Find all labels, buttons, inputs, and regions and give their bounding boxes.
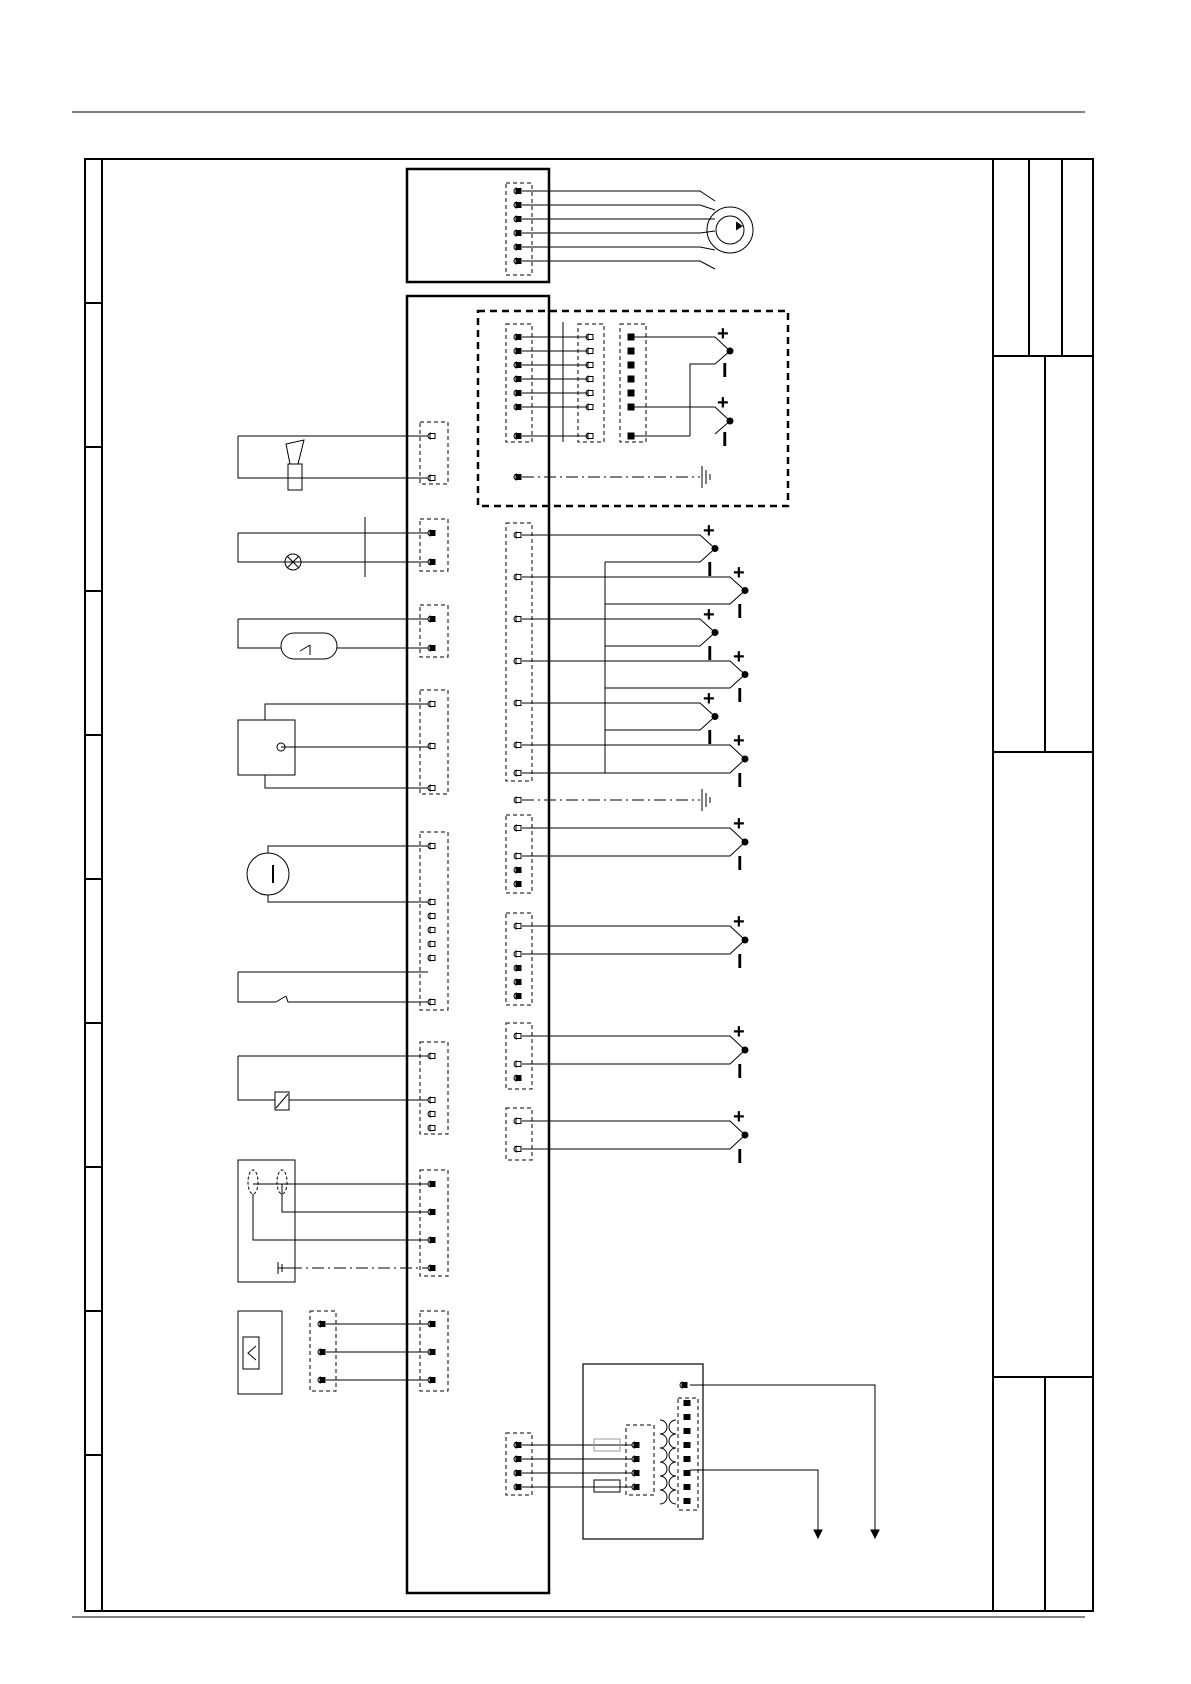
wiring-layer [238, 183, 879, 1538]
terminal-pin [516, 217, 521, 222]
terminal-pin [320, 1378, 325, 1383]
encoder-wire [522, 205, 715, 210]
tc-wire [522, 577, 745, 604]
tc-junction-dot [742, 839, 748, 845]
horn-wire [238, 436, 428, 478]
terminal-pin [516, 405, 521, 410]
transformer-coil-icon [660, 1420, 667, 1434]
transformer-pin [684, 1401, 690, 1406]
terminal-pin [516, 1147, 521, 1152]
terminal-pin [430, 702, 435, 707]
tc-connector [506, 1108, 532, 1160]
terminal-pin [516, 363, 521, 368]
tc-junction-dot [742, 1132, 748, 1138]
terminal-pin [516, 826, 521, 831]
plus-label: + [733, 646, 745, 668]
transformer-output-wire [690, 1385, 875, 1538]
terminal-pin [430, 844, 435, 849]
terminal-pin [430, 434, 435, 439]
terminal-pin [516, 1457, 521, 1462]
terminal-pin [430, 1112, 435, 1117]
terminal-pin [682, 1383, 687, 1388]
terminal-pin [516, 994, 521, 999]
tc-junction-dot [712, 630, 718, 636]
tc-module-wire [634, 407, 730, 434]
level-sensor-arrow-icon [248, 1346, 256, 1360]
terminal-pin [430, 1266, 435, 1271]
relay-wire [238, 1056, 428, 1100]
terminal-pin [516, 391, 521, 396]
terminal-pin [430, 1322, 435, 1327]
tc-wire [522, 828, 745, 856]
tc-module-connector-c [620, 324, 646, 442]
terminal-pin [430, 1098, 435, 1103]
terminal-pin [588, 377, 593, 382]
terminal-pin [516, 245, 521, 250]
plus-label: + [703, 520, 715, 542]
encoder-box [407, 169, 549, 282]
transformer-connector-b [626, 1425, 654, 1495]
minus-label: I [707, 643, 713, 665]
encoder-wire [522, 231, 715, 233]
terminal-pin [588, 391, 593, 396]
terminal-pin [634, 1485, 639, 1490]
tc-wire [522, 661, 745, 688]
tc-junction-dot [742, 756, 748, 762]
terminal-pin [516, 743, 521, 748]
transformer-coil-icon [669, 1448, 676, 1462]
tc-wire [522, 703, 715, 730]
terminal-pin [430, 1350, 435, 1355]
output-arrow-icon [814, 1530, 822, 1538]
terminal-pin [430, 646, 435, 651]
plus-label: + [703, 604, 715, 626]
terminal-pin [430, 900, 435, 905]
title-block [993, 159, 1093, 1611]
terminal-pin [516, 854, 521, 859]
sensor-wire [265, 704, 428, 720]
module-pin [628, 390, 634, 396]
terminal-pin [430, 914, 435, 919]
motor-wire [268, 846, 428, 853]
terminal-pin [516, 924, 521, 929]
probe-wire [253, 1194, 428, 1240]
terminal-pin [430, 1000, 435, 1005]
module-pin [628, 334, 634, 340]
minus-label: I [737, 770, 743, 792]
tc-wire [522, 1121, 745, 1149]
tc-wire [522, 745, 745, 773]
terminal-pin [430, 531, 435, 536]
terminal-pin [516, 701, 521, 706]
terminal-pin [516, 1443, 521, 1448]
terminal-pin [320, 1322, 325, 1327]
terminal-pin [516, 868, 521, 873]
terminal-pin [516, 434, 521, 439]
terminal-pin [430, 476, 435, 481]
encoder-wire [522, 247, 715, 250]
module-pin [628, 404, 634, 410]
terminal-pin [516, 952, 521, 957]
lamp-wire [238, 533, 428, 562]
level-sensor-icon [238, 1311, 282, 1394]
encoder-wire [522, 191, 715, 201]
terminal-pin [430, 617, 435, 622]
terminal-pin [588, 335, 593, 340]
terminal-pin [430, 1378, 435, 1383]
terminal-pin [516, 798, 521, 803]
terminal-pin [516, 1034, 521, 1039]
terminal-pin [516, 882, 521, 887]
terminal-pin [516, 1062, 521, 1067]
tc-junction-dot [712, 546, 718, 552]
minus-label: I [737, 685, 743, 707]
terminal-pin [516, 335, 521, 340]
tc-junction-dot [742, 937, 748, 943]
device-connector [420, 832, 448, 1010]
tc-wire [522, 535, 715, 562]
motor-icon [247, 853, 289, 895]
terminal-pin [588, 405, 593, 410]
minus-label: I [737, 951, 743, 973]
transformer-coil-icon [669, 1476, 676, 1490]
transformer-coil-icon [660, 1490, 667, 1504]
tc-wire [522, 926, 745, 954]
terminal-pin [516, 377, 521, 382]
terminal-pin [516, 1076, 521, 1081]
tc-junction-dot [742, 1047, 748, 1053]
terminal-pin [516, 203, 521, 208]
transformer-coil-icon [660, 1476, 667, 1490]
tc-module-connector-a [506, 324, 532, 442]
terminal-pin [516, 475, 521, 480]
terminal-pin [430, 1210, 435, 1215]
terminal-pin [430, 1182, 435, 1187]
transformer-coil-icon [660, 1462, 667, 1476]
plus-label: + [733, 562, 745, 584]
terminal-pin [430, 1126, 435, 1131]
transformer-pin [684, 1457, 690, 1462]
minus-label: I [737, 853, 743, 875]
plus-label: + [733, 911, 745, 933]
terminal-pin [430, 942, 435, 947]
terminal-pin [430, 1238, 435, 1243]
tc-junction-dot [727, 418, 733, 424]
limit-switch-wire [238, 972, 276, 1002]
module-pin [628, 376, 634, 382]
device-connector [420, 422, 448, 484]
minus-label: I [707, 559, 713, 581]
encoder-rotor-icon [716, 216, 744, 244]
horn-icon [288, 464, 302, 490]
transformer-coil-icon [669, 1462, 676, 1476]
terminal-pin [516, 189, 521, 194]
sensor-wire [265, 775, 428, 788]
terminal-pin [516, 659, 521, 664]
terminal-pin [588, 349, 593, 354]
minus-label: I [737, 1061, 743, 1083]
terminal-pin [516, 1471, 521, 1476]
tc-junction-dot [727, 348, 733, 354]
terminal-pin [430, 786, 435, 791]
transformer-pin [684, 1499, 690, 1504]
terminal-pin [320, 1350, 325, 1355]
minus-label: I [737, 601, 743, 623]
transformer-output-wire [690, 1470, 818, 1538]
module-pin [628, 433, 634, 439]
tc-module-connector-b [578, 324, 604, 442]
tc-junction-dot [742, 588, 748, 594]
encoder-motor-icon [707, 207, 753, 253]
terminal-pin [430, 928, 435, 933]
module-pin [628, 362, 634, 368]
fuse-icon [594, 1480, 620, 1492]
module-pin [628, 348, 634, 354]
transformer-pin [684, 1415, 690, 1420]
zone-dividers [85, 303, 102, 1455]
tc-junction-dot [742, 672, 748, 678]
transformer-pin [684, 1429, 690, 1434]
terminal-pin [588, 434, 593, 439]
plus-label: + [717, 323, 729, 345]
encoder-wire [522, 261, 715, 269]
plus-label: + [733, 813, 745, 835]
plus-label: + [733, 1106, 745, 1128]
transformer-pin [684, 1443, 690, 1448]
minus-label: I [707, 727, 713, 749]
transformer-pin [684, 1471, 690, 1476]
tc-junction-dot [712, 714, 718, 720]
terminal-pin [516, 231, 521, 236]
output-arrow-icon [871, 1530, 879, 1538]
plus-label: + [733, 730, 745, 752]
terminal-pin [516, 617, 521, 622]
terminal-pin [516, 575, 521, 580]
terminal-pin [634, 1457, 639, 1462]
terminal-pin [516, 980, 521, 985]
transformer-pin [684, 1485, 690, 1490]
terminal-pin [634, 1443, 639, 1448]
terminal-pin [516, 1485, 521, 1490]
plus-label: + [733, 1021, 745, 1043]
transformer-coil-icon [660, 1434, 667, 1448]
encoder-arrow-icon [736, 222, 742, 230]
plus-label: + [717, 392, 729, 414]
transformer-coil-icon [660, 1448, 667, 1462]
terminal-pin [430, 744, 435, 749]
horn-bell-icon [286, 440, 304, 464]
terminal-pin [588, 363, 593, 368]
tc-module-wire [634, 337, 730, 436]
probe-shield-icon [248, 1170, 258, 1194]
tc-wire [522, 619, 715, 646]
tc-wire [522, 1036, 745, 1064]
terminal-pin [516, 349, 521, 354]
terminal-pin [516, 966, 521, 971]
terminal-pin [516, 259, 521, 264]
terminal-pin [430, 956, 435, 961]
level-sensor-window [243, 1337, 259, 1369]
minus-label: I [722, 360, 728, 382]
transformer-coil-icon [669, 1434, 676, 1448]
plus-label: + [703, 688, 715, 710]
terminal-pin [516, 771, 521, 776]
motor-wire [268, 895, 428, 902]
transformer-coil-icon [669, 1490, 676, 1504]
terminal-pin [634, 1471, 639, 1476]
terminal-pin [430, 1054, 435, 1059]
terminal-pin [516, 1119, 521, 1124]
terminal-pin [516, 533, 521, 538]
transformer-coil-icon [669, 1420, 676, 1434]
minus-label: I [722, 429, 728, 451]
terminal-pin [430, 560, 435, 565]
minus-label: I [737, 1146, 743, 1168]
limit-switch-icon [276, 996, 428, 1002]
